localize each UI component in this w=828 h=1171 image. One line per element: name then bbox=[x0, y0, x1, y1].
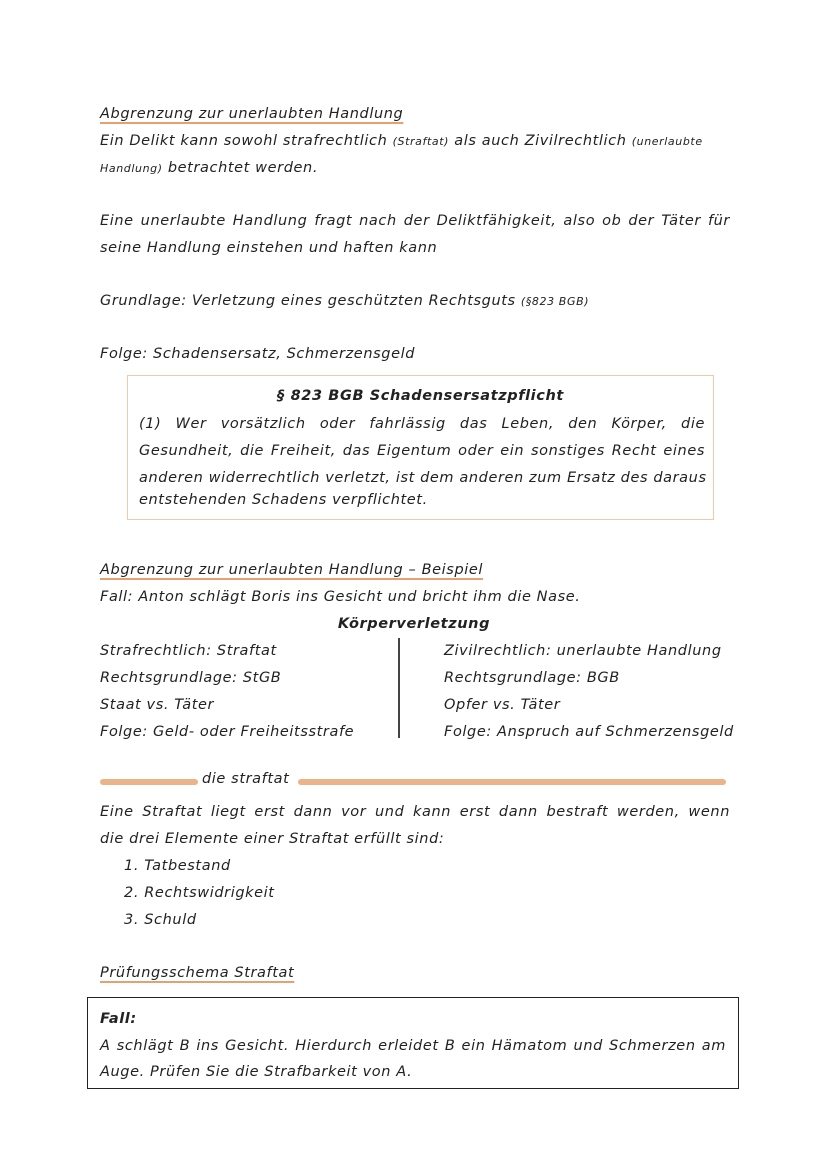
straftat-paragraph-line2: die drei Elemente einer Straftat erfüllt sind: bbox=[100, 831, 445, 847]
case-line: A schlägt B ins Gesicht. Hierdurch erleidet B ein Hämatom und Schmerzen am bbox=[100, 1038, 726, 1054]
divider-bar-left bbox=[100, 779, 198, 785]
grundlage-reference: (§823 BGB) bbox=[520, 295, 590, 308]
divider-bar-right bbox=[298, 779, 726, 785]
bgb-823-title: § 823 BGB Schadensersatzpflicht bbox=[277, 388, 564, 404]
left-column-item: Staat vs. Täter bbox=[100, 697, 215, 713]
right-column-item: Zivilrechtlich: unerlaubte Handlung bbox=[444, 643, 722, 659]
annotation-straftat: (Straftat) bbox=[392, 135, 450, 148]
text-segment: als auch Zivilrechtlich bbox=[454, 133, 627, 149]
left-column-item: Folge: Geld- oder Freiheitsstrafe bbox=[100, 724, 355, 740]
section-heading-pruefungsschema: Prüfungsschema Straftat bbox=[100, 965, 295, 981]
bgb-823-line: (1) Wer vorsätzlich oder fahrlässig das Leben, den Körper, die bbox=[139, 416, 705, 432]
bgb-823-line: Gesundheit, die Freiheit, das Eigentum oder ein sonstiges Recht eines bbox=[139, 443, 705, 459]
bgb-823-line: anderen widerrechtlich verletzt, ist dem anderen zum Ersatz des daraus bbox=[139, 470, 707, 486]
case-line: Auge. Prüfen Sie die Strafbarkeit von A. bbox=[100, 1064, 413, 1080]
case-label: Fall: bbox=[100, 1011, 137, 1027]
text-segment: Ein Delikt kann sowohl strafrechtlich bbox=[100, 133, 388, 149]
right-column-item: Rechtsgrundlage: BGB bbox=[444, 670, 620, 686]
section-heading-beispiel: Abgrenzung zur unerlaubten Handlung – Beispiel bbox=[100, 562, 484, 578]
straftat-paragraph-line1: Eine Straftat liegt erst dann vor und kann erst dann bestraft werden, wenn bbox=[100, 804, 730, 820]
annotation-handlung: Handlung) bbox=[100, 162, 163, 175]
section-heading-abgrenzung: Abgrenzung zur unerlaubten Handlung bbox=[100, 106, 404, 122]
bgb-823-line: entstehenden Schadens verpflichtet. bbox=[139, 492, 428, 508]
paragraph-delikt-line1 bbox=[100, 133, 730, 149]
grundlage-line bbox=[100, 293, 730, 309]
list-item: 1. Tatbestand bbox=[124, 858, 231, 874]
fall-anton-line: Fall: Anton schlägt Boris ins Gesicht und bricht ihm die Nase. bbox=[100, 589, 581, 605]
list-item: 3. Schuld bbox=[124, 912, 197, 928]
case-box bbox=[87, 997, 739, 1089]
koerperverletzung-title: Körperverletzung bbox=[337, 616, 491, 632]
left-column-item: Rechtsgrundlage: StGB bbox=[100, 670, 282, 686]
left-column-item: Strafrechtlich: Straftat bbox=[100, 643, 277, 659]
folge-line: Folge: Schadensersatz, Schmerzensgeld bbox=[100, 346, 416, 362]
column-divider bbox=[398, 638, 400, 738]
grundlage-text: Grundlage: Verletzung eines geschützten Rechtsguts bbox=[100, 293, 516, 309]
paragraph-unerlaubte-line1: Eine unerlaubte Handlung fragt nach der Deliktfähigkeit, also ob der Täter für bbox=[100, 213, 730, 229]
divider-label-straftat: die straftat bbox=[202, 771, 290, 787]
annotation-unerlaubte: (unerlaubte bbox=[631, 135, 703, 148]
list-item: 2. Rechtswidrigkeit bbox=[124, 885, 275, 901]
bgb-823-box bbox=[127, 375, 714, 520]
paragraph-unerlaubte-line2: seine Handlung einstehen und haften kann bbox=[100, 240, 438, 256]
right-column-item: Opfer vs. Täter bbox=[444, 697, 561, 713]
right-column-item: Folge: Anspruch auf Schmerzensgeld bbox=[444, 724, 734, 740]
text-segment: betrachtet werden. bbox=[167, 160, 319, 176]
paragraph-delikt-line2 bbox=[100, 160, 730, 176]
